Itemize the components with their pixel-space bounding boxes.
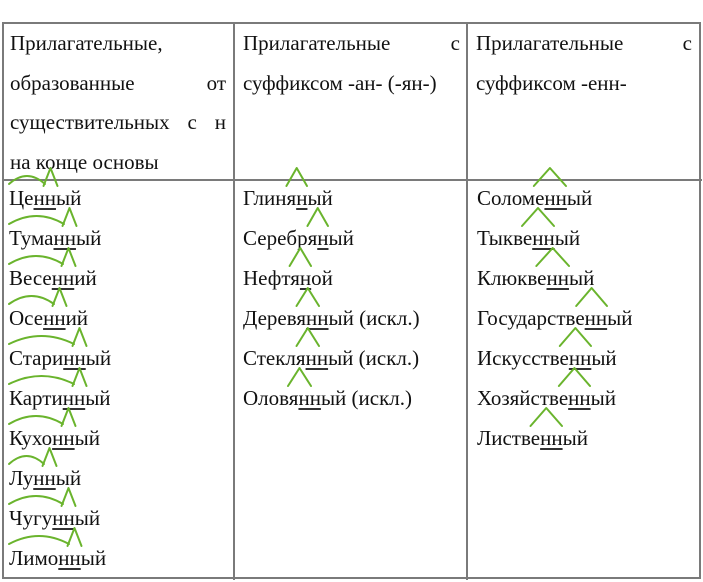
word-part: ий (65, 306, 89, 330)
column-divider-2 (466, 22, 468, 580)
underlined-n-letters: нн (544, 186, 567, 210)
word-text (477, 424, 588, 452)
word-part: ый (566, 186, 593, 210)
word-text (9, 224, 101, 252)
word-part: ый (80, 546, 107, 570)
word-text (243, 344, 419, 372)
word-part: Стекля (243, 346, 306, 370)
header-line: суффиксом -енн- (476, 70, 627, 95)
word-part: ий (74, 266, 97, 290)
underlined-n-letters: нн (53, 226, 76, 250)
word-text (477, 344, 617, 372)
word-text (9, 424, 100, 452)
word-text (9, 384, 111, 412)
word-text (477, 264, 594, 292)
word-text (9, 344, 111, 372)
header-line: Прилагательные, (10, 31, 163, 55)
word-part: ый (590, 386, 616, 410)
word-text (243, 184, 333, 212)
underlined-n-letters: нн (51, 266, 75, 290)
word-text (9, 264, 97, 292)
word-text (243, 384, 412, 412)
word-part: Государстве (477, 306, 585, 330)
word-part: Весе (9, 266, 52, 290)
word-text (9, 464, 81, 492)
word-part: ый (591, 346, 617, 370)
header-line: Прилагательные с (476, 31, 692, 55)
underlined-n-letters: н (317, 226, 329, 250)
word-part: ый (554, 226, 581, 250)
underlined-n-letters: нн (52, 426, 75, 450)
word-part: Осе (9, 306, 44, 330)
word-text (477, 304, 633, 332)
word-part: Клюкве (477, 266, 547, 290)
word-part: ый (85, 386, 111, 410)
underlined-n-letters: нн (33, 186, 56, 210)
header-line: образованные от (10, 70, 226, 95)
word-part: Серебря (243, 226, 318, 250)
word-text (243, 264, 333, 292)
word-text (477, 384, 616, 412)
word-text (477, 224, 580, 252)
underlined-n-letters: нн (568, 386, 591, 410)
word-part: ый (75, 226, 102, 250)
word-part: ый (328, 346, 354, 370)
word-part: Искусстве (477, 346, 569, 370)
word-part: Лу (9, 466, 34, 490)
word-part: Чугу (9, 506, 53, 530)
underlined-n-letters: нн (584, 306, 608, 330)
header-cell-suffix-enn (476, 24, 692, 103)
word-part: Стари (9, 346, 64, 370)
word-part: ый (307, 186, 333, 210)
word-part: Глиня (243, 186, 297, 210)
word-part: Оловя (243, 386, 299, 410)
word-text (9, 184, 81, 212)
exception-note: (искл.) (353, 346, 420, 370)
word-part: ый (74, 506, 101, 530)
word-part: Кухо (9, 426, 53, 450)
word-part: Деревя (243, 306, 307, 330)
word-part: Листве (477, 426, 541, 450)
word-part: Хозяйстве (477, 386, 569, 410)
underlined-n-letters: нн (532, 226, 555, 250)
word-part: ой (311, 266, 333, 290)
header-line: суффиксом -ан- (-ян-) (243, 70, 437, 95)
word-part: ый (85, 346, 112, 370)
word-part: ый (562, 426, 588, 450)
word-part: ый (55, 466, 82, 490)
word-part: ый (320, 386, 347, 410)
word-part: ый (55, 186, 82, 210)
header-line: существительных с н (10, 110, 226, 134)
underlined-n-letters: нн (62, 386, 86, 410)
word-part: ый (74, 426, 100, 450)
underlined-n-letters: н (296, 186, 308, 210)
word-part: Нефтя (243, 266, 300, 290)
underlined-n-letters: нн (63, 346, 86, 370)
word-part: Соломе (477, 186, 545, 210)
header-cell-suffix-an-yan (243, 24, 460, 103)
header-line: на конце основы (10, 149, 159, 174)
underlined-n-letters: нн (298, 386, 321, 410)
exception-note: (искл.) (346, 386, 413, 410)
underlined-n-letters: нн (33, 466, 56, 490)
word-text (9, 544, 106, 572)
word-part: Тыкве (477, 226, 533, 250)
column-divider-1 (233, 22, 235, 580)
word-part: Тума (9, 226, 54, 250)
word-text (243, 224, 354, 252)
word-part: ый (607, 306, 633, 330)
word-part: Лимо (9, 546, 59, 570)
underlined-n-letters: н (299, 266, 312, 290)
header-line: Прилагательные с (243, 31, 460, 55)
word-part: ый (328, 306, 354, 330)
word-text (477, 184, 592, 212)
underlined-n-letters: нн (52, 506, 75, 530)
exception-note: (искл.) (353, 306, 420, 330)
underlined-n-letters: нн (305, 346, 329, 370)
word-text (9, 304, 88, 332)
word-part: ый (328, 226, 354, 250)
word-text (243, 304, 420, 332)
underlined-n-letters: нн (306, 306, 329, 330)
header-cell-noun-stem-n (10, 24, 226, 182)
underlined-n-letters: нн (58, 546, 81, 570)
underlined-n-letters: нн (568, 346, 592, 370)
word-part: Це (9, 186, 34, 210)
underlined-n-letters: нн (546, 266, 569, 290)
word-part: Карти (9, 386, 63, 410)
word-text (9, 504, 100, 532)
underlined-n-letters: нн (540, 426, 563, 450)
word-part: ый (568, 266, 595, 290)
underlined-n-letters: нн (43, 306, 66, 330)
